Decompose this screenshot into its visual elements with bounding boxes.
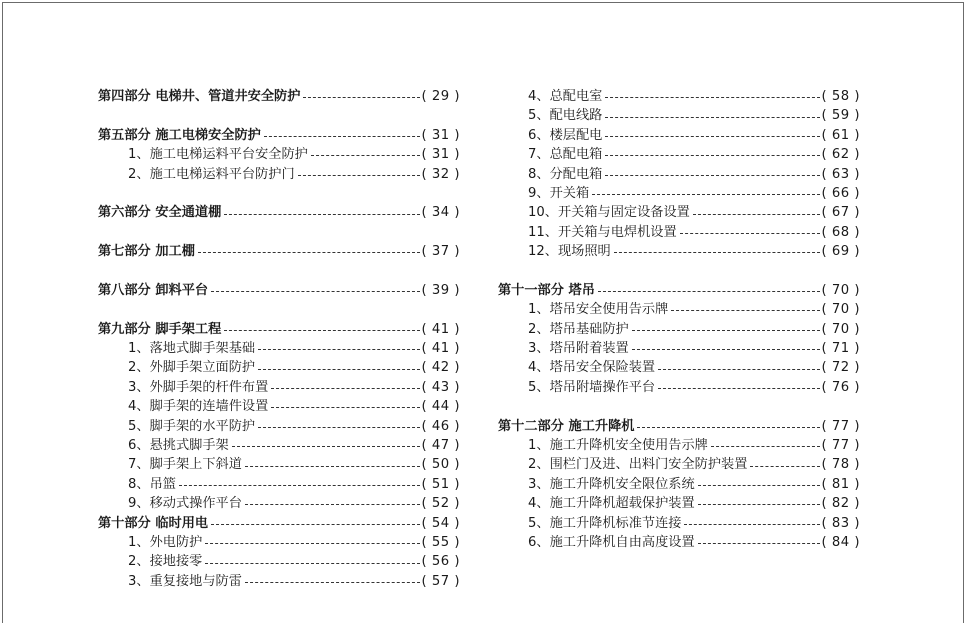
dot-leader: [198, 252, 420, 253]
toc-page-number: ( 70 ): [821, 321, 860, 337]
dot-leader: [245, 582, 420, 583]
toc-entry-title: 5、配电线路: [528, 108, 603, 124]
dot-leader: [698, 543, 820, 544]
toc-entry-title: 1、施工升降机安全使用告示牌: [528, 438, 708, 454]
toc-entry-title: 2、施工电梯运料平台防护门: [128, 166, 295, 182]
dot-leader: [698, 485, 820, 486]
dot-leader: [303, 97, 419, 98]
toc-item-entry[interactable]: [498, 300, 860, 319]
toc-item-entry[interactable]: [498, 242, 860, 261]
toc-entry-title: 4、塔吊安全保险装置: [528, 360, 656, 376]
dot-leader: [211, 291, 419, 292]
toc-entry-title: 5、施工升降机标准节连接: [528, 515, 682, 531]
toc-item-entry[interactable]: [498, 145, 860, 164]
toc-page-number: ( 68 ): [821, 224, 860, 240]
toc-right-column: [498, 87, 860, 552]
toc-page-number: ( 69 ): [821, 244, 860, 260]
toc-item-entry[interactable]: [498, 455, 860, 474]
toc-page-number: ( 59 ): [821, 108, 860, 124]
toc-page-number: ( 76 ): [821, 379, 860, 395]
dot-leader: [605, 155, 819, 156]
toc-entry-title: 第六部分 安全通道棚: [98, 205, 222, 221]
toc-page-number: ( 44 ): [421, 399, 460, 415]
toc-entry-title: 第四部分 电梯井、管道井安全防护: [98, 89, 301, 104]
dot-leader: [311, 155, 420, 156]
toc-spacer: [98, 223, 460, 242]
toc-page-number: ( 46 ): [421, 418, 460, 434]
toc-page-number: ( 56 ): [421, 554, 460, 570]
toc-item-entry[interactable]: [498, 378, 860, 397]
toc-page-number: ( 71 ): [821, 341, 860, 357]
toc-page-number: ( 72 ): [821, 360, 860, 376]
dot-leader: [179, 485, 420, 486]
toc-page-number: ( 37 ): [421, 244, 460, 260]
dot-leader: [637, 427, 819, 428]
toc-entry-title: 4、脚手架的连墙件设置: [128, 399, 269, 415]
toc-section-entry[interactable]: [498, 417, 860, 436]
toc-entry-title: 1、塔吊安全使用告示牌: [528, 302, 669, 318]
toc-item-entry[interactable]: [498, 339, 860, 358]
toc-entry-title: 12、现场照明: [528, 244, 611, 260]
toc-item-entry[interactable]: [498, 184, 860, 203]
toc-entry-title: 第五部分 施工电梯安全防护: [98, 127, 261, 143]
toc-item-entry[interactable]: [98, 552, 460, 571]
toc-item-entry[interactable]: [98, 145, 460, 164]
dot-leader: [224, 330, 419, 331]
toc-item-entry[interactable]: [498, 106, 860, 125]
toc-page-number: ( 81 ): [821, 476, 860, 492]
dot-leader: [658, 369, 819, 370]
toc-item-entry[interactable]: [498, 358, 860, 377]
toc-item-entry[interactable]: [98, 572, 460, 591]
toc-page-number: ( 31 ): [421, 147, 460, 163]
dot-leader: [684, 524, 819, 525]
dot-leader: [658, 388, 819, 389]
dot-leader: [224, 214, 419, 215]
toc-page-number: ( 61 ): [821, 127, 860, 143]
toc-section-entry[interactable]: [98, 242, 460, 261]
toc-item-entry[interactable]: [98, 533, 460, 552]
toc-entry-title: 1、落地式脚手架基础: [128, 341, 256, 357]
dot-leader: [258, 427, 419, 428]
toc-page-number: ( 83 ): [821, 515, 860, 531]
dot-leader: [264, 136, 420, 137]
toc-entry-title: 第十二部分 施工升降机: [498, 418, 635, 434]
toc-page-number: ( 29 ): [421, 89, 460, 104]
toc-page-number: ( 63 ): [821, 166, 860, 182]
toc-page-number: ( 41 ): [421, 341, 460, 357]
dot-leader: [750, 466, 819, 467]
dot-leader: [711, 446, 820, 447]
toc-section-entry[interactable]: [98, 126, 460, 145]
toc-entry-title: 2、接地接零: [128, 554, 203, 570]
toc-entry-title: 5、脚手架的水平防护: [128, 418, 256, 434]
toc-page-number: ( 57 ): [421, 573, 460, 589]
toc-entry-title: 2、塔吊基础防护: [528, 321, 629, 337]
toc-item-entry[interactable]: [498, 223, 860, 242]
dot-leader: [680, 233, 820, 234]
toc-entry-title: 2、外脚手架立面防护: [128, 360, 256, 376]
toc-entry-title: 9、开关箱: [528, 185, 590, 201]
toc-item-entry[interactable]: [98, 378, 460, 397]
toc-section-entry[interactable]: [498, 281, 860, 300]
toc-item-entry[interactable]: [498, 165, 860, 184]
dot-leader: [632, 349, 820, 350]
toc-spacer: [98, 300, 460, 319]
toc-entry-title: 6、施工升降机自由高度设置: [528, 534, 695, 550]
dot-leader: [245, 466, 420, 467]
toc-item-entry[interactable]: [498, 320, 860, 339]
toc-item-entry[interactable]: [498, 203, 860, 222]
toc-page-number: ( 78 ): [821, 457, 860, 473]
dot-leader: [271, 388, 419, 389]
toc-entry-title: 8、分配电箱: [528, 166, 603, 182]
toc-entry-title: 4、总配电室: [528, 89, 603, 104]
toc-item-entry[interactable]: [98, 436, 460, 455]
toc-item-entry[interactable]: [98, 475, 460, 494]
toc-page-number: ( 70 ): [821, 302, 860, 318]
toc-entry-title: 1、施工电梯运料平台安全防护: [128, 147, 308, 163]
toc-spacer: [98, 262, 460, 281]
toc-page-number: ( 41 ): [421, 321, 460, 337]
toc-item-entry[interactable]: [98, 358, 460, 377]
toc-page-number: ( 66 ): [821, 185, 860, 201]
toc-entry-title: 第十部分 临时用电: [98, 515, 209, 531]
toc-entry-title: 7、总配电箱: [528, 147, 603, 163]
toc-entry-title: 第七部分 加工棚: [98, 244, 195, 260]
toc-page-number: ( 62 ): [821, 147, 860, 163]
toc-entry-title: 2、围栏门及进、出料门安全防护装置: [528, 457, 748, 473]
toc-entry-title: 8、吊篮: [128, 476, 176, 492]
toc-section-entry[interactable]: [98, 87, 460, 106]
toc-page-number: ( 52 ): [421, 496, 460, 512]
toc-entry-title: 第十一部分 塔吊: [498, 282, 595, 298]
toc-item-entry[interactable]: [98, 494, 460, 513]
toc-page-number: ( 39 ): [421, 282, 460, 298]
toc-entry-title: 第九部分 脚手架工程: [98, 321, 222, 337]
toc-page-number: ( 70 ): [821, 282, 860, 298]
toc-section-entry[interactable]: [98, 514, 460, 533]
toc-entry-title: 7、脚手架上下斜道: [128, 457, 242, 473]
toc-item-entry[interactable]: [498, 514, 860, 533]
toc-item-entry[interactable]: [498, 494, 860, 513]
toc-entry-title: 1、外电防护: [128, 534, 203, 550]
toc-section-entry[interactable]: [98, 281, 460, 300]
toc-entry-title: 3、重复接地与防雷: [128, 573, 242, 589]
toc-item-entry[interactable]: [498, 533, 860, 552]
toc-item-entry[interactable]: [98, 417, 460, 436]
dot-leader: [232, 446, 420, 447]
dot-leader: [298, 175, 420, 176]
toc-entry-title: 10、开关箱与固定设备设置: [528, 205, 690, 221]
dot-leader: [693, 214, 820, 215]
toc-entry-title: 第八部分 卸料平台: [98, 282, 209, 298]
toc-entry-title: 6、悬挑式脚手架: [128, 438, 229, 454]
toc-page-number: ( 77 ): [821, 418, 860, 434]
toc-page-number: ( 51 ): [421, 476, 460, 492]
toc-item-entry[interactable]: [498, 126, 860, 145]
dot-leader: [605, 117, 819, 118]
toc-item-entry[interactable]: [98, 397, 460, 416]
dot-leader: [598, 291, 820, 292]
toc-entry-title: 3、塔吊附着装置: [528, 341, 629, 357]
dot-leader: [205, 543, 419, 544]
toc-entry-title: 9、移动式操作平台: [128, 496, 242, 512]
toc-page-number: ( 34 ): [421, 205, 460, 221]
toc-item-entry[interactable]: [98, 165, 460, 184]
dot-leader: [698, 504, 820, 505]
toc-entry-title: 6、楼层配电: [528, 127, 603, 143]
toc-entry-title: 3、施工升降机安全限位系统: [528, 476, 695, 492]
dot-leader: [211, 524, 419, 525]
dot-leader: [258, 349, 419, 350]
toc-page-number: ( 47 ): [421, 438, 460, 454]
dot-leader: [605, 136, 819, 137]
toc-page-number: ( 43 ): [421, 379, 460, 395]
dot-leader: [245, 504, 420, 505]
toc-page-number: ( 42 ): [421, 360, 460, 376]
toc-item-entry[interactable]: [498, 475, 860, 494]
toc-page-number: ( 84 ): [821, 534, 860, 550]
toc-page-number: ( 55 ): [421, 534, 460, 550]
dot-leader: [671, 310, 819, 311]
toc-spacer: [498, 397, 860, 416]
dot-leader: [258, 369, 419, 370]
dot-leader: [614, 252, 820, 253]
toc-page-number: ( 50 ): [421, 457, 460, 473]
toc-entry-title: 4、施工升降机超载保护装置: [528, 496, 695, 512]
toc-page-number: ( 58 ): [821, 89, 860, 104]
dot-leader: [271, 407, 419, 408]
toc-item-entry[interactable]: [498, 87, 860, 106]
toc-entry-title: 5、塔吊附墙操作平台: [528, 379, 656, 395]
toc-page-number: ( 31 ): [421, 127, 460, 143]
toc-spacer: [98, 106, 460, 125]
toc-item-entry[interactable]: [98, 455, 460, 474]
toc-page-number: ( 54 ): [421, 515, 460, 531]
toc-section-entry[interactable]: [98, 320, 460, 339]
toc-entry-title: 11、开关箱与电焊机设置: [528, 224, 677, 240]
toc-spacer: [498, 262, 860, 281]
dot-leader: [605, 97, 819, 98]
toc-item-entry[interactable]: [98, 339, 460, 358]
toc-page-number: ( 82 ): [821, 496, 860, 512]
toc-page-number: ( 32 ): [421, 166, 460, 182]
dot-leader: [205, 563, 419, 564]
dot-leader: [605, 175, 819, 176]
toc-entry-title: 3、外脚手架的杆件布置: [128, 379, 269, 395]
dot-leader: [632, 330, 820, 331]
toc-left-column: [98, 87, 460, 591]
toc-section-entry[interactable]: [98, 203, 460, 222]
toc-page-number: ( 77 ): [821, 438, 860, 454]
toc-item-entry[interactable]: [498, 436, 860, 455]
dot-leader: [592, 194, 819, 195]
toc-page-number: ( 67 ): [821, 205, 860, 221]
toc-spacer: [98, 184, 460, 203]
